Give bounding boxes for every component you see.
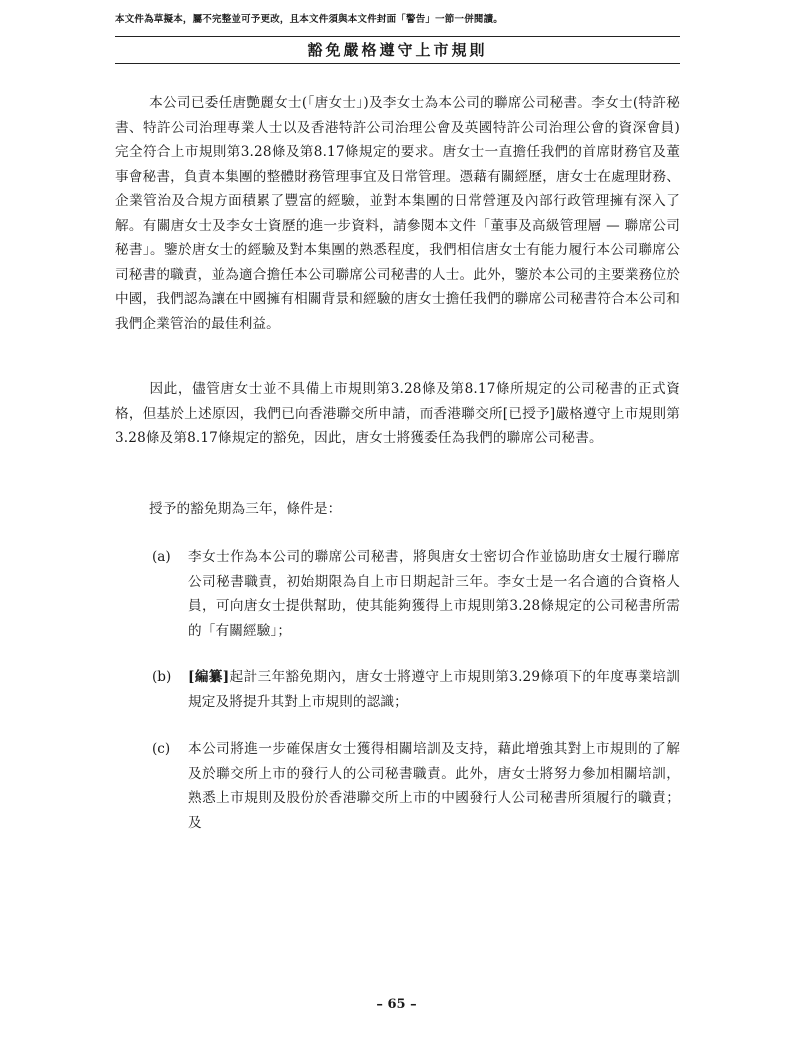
paragraph-text: 因此，儘管唐女士並不具備上市規則第3.28條及第8.17條所規定的公司秘書的正式資格，但基於上述原因，我們已向香港聯交所申請，而香港聯交所[已授予]嚴格遵守上市規則第3.28條及第8.17條規定的豁免，因此，唐女士將獲委任為我們的聯席公司秘書。 <box>115 381 680 446</box>
paragraph-waiver-conditions-intro <box>115 497 680 522</box>
paragraph-text: 授予的豁免期為三年，條件是： <box>149 501 342 517</box>
page-number: – 65 – <box>376 997 417 1012</box>
header-rule-top <box>115 36 680 37</box>
condition-marker: (a) <box>152 549 171 565</box>
redacted-placeholder: [編纂] <box>188 669 230 685</box>
condition-marker: (b) <box>152 669 172 685</box>
paragraph-waiver-application <box>115 377 680 451</box>
condition-marker: (c) <box>152 741 171 757</box>
condition-text: 李女士作為本公司的聯席公司秘書，將與唐女士密切合作並協助唐女士履行聯席公司秘書職責，初始期限為自上市日期起計三年。李女士是一名合適的合資格人員，可向唐女士提供幫助，使其能夠獲得上市規則第3.28條規定的公司秘書所需的「有關經驗」； <box>188 549 680 639</box>
header-rule-bottom <box>115 63 680 64</box>
condition-text: 本公司將進一步確保唐女士獲得相關培訓及支持，藉此增強其對上市規則的了解及於聯交所上市的發行人的公司秘書職責。此外，唐女士將努力參加相關培訓，熟悉上市規則及股份於香港聯交所上市的中國發行人公司秘書所須履行的職責；及 <box>188 741 680 831</box>
paragraph-joint-secretaries <box>115 91 680 336</box>
condition-item-c <box>152 737 680 835</box>
draft-notice: 本文件為草擬本，屬不完整並可予更改，且本文件須與本文件封面「警告」一節一併閱讀。 <box>115 14 504 25</box>
condition-item-a <box>152 545 680 643</box>
section-title: 豁免嚴格遵守上市規則 <box>307 41 488 59</box>
condition-item-b <box>152 665 680 714</box>
paragraph-text: 本公司已委任唐艷麗女士(「唐女士」)及李女士為本公司的聯席公司秘書。李女士(特許秘書、特許公司治理專業人士以及香港特許公司治理公會及英國特許公司治理公會的資深會員)完全符合上市規則第3.28條及第8.17條規定的要求。唐女士一直擔任我們的首席財務官及董事會秘書，負責本集團的整體財務管理事宜及日常管理。憑藉有關經歷，唐女士在處理財務、企業管治及合規方面積累了豐富的經驗，並對本集團的日常營運及內部行政管理擁有深入了解。有關唐女士及李女士資歷的進一步資料，請參閱本文件「董事及高級管理層 — 聯席公司秘書」。鑒於唐女士的經驗及對本集團的熟悉程度，我們相信唐女士有能力履行本公司聯席公司秘書的職責，並為適合擔任本公司聯席公司秘書的人士。此外，鑒於本公司的主要業務位於中國，我們認為讓在中國擁有相關背景和經驗的唐女士擔任我們的聯席公司秘書符合本公司和我們企業管治的最佳利益。 <box>115 95 680 332</box>
condition-text-body: 起計三年豁免期內，唐女士將遵守上市規則第3.29條項下的年度專業培訓規定及將提升其對上市規則的認識； <box>188 669 680 710</box>
condition-text <box>188 665 680 714</box>
